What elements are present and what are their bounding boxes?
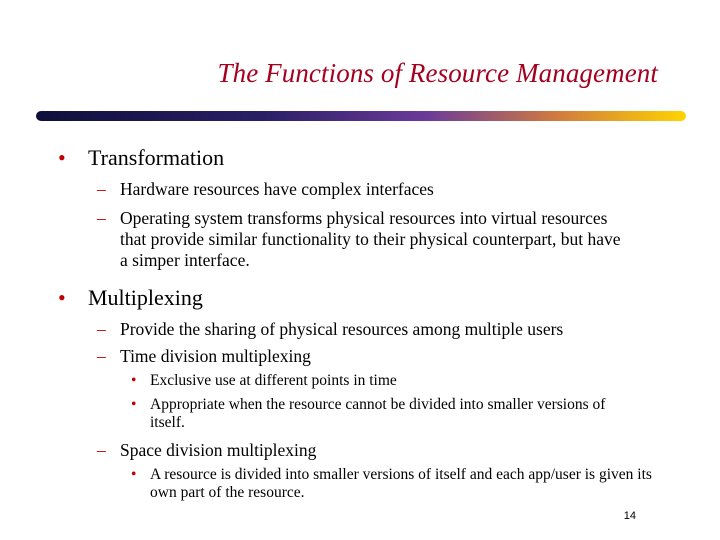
bullet-marker: • (131, 396, 137, 413)
subitem-text: Operating system transforms physical resources into virtual resources that provide similar functionality to their physical counterpart, but have a simper interface. (120, 208, 621, 270)
bullet-marker: • (58, 145, 66, 170)
dash-marker: – (97, 346, 106, 366)
slide-title: The Functions of Resource Management (217, 58, 658, 88)
subitem-text: Provide the sharing of physical resources among multiple users (120, 319, 564, 339)
sub-subitem-text: Exclusive use at different points in time (150, 372, 397, 389)
subitem (97, 179, 617, 200)
sub-subitem (131, 466, 653, 502)
bullet-text: Multiplexing (88, 285, 203, 310)
subitem (97, 319, 667, 340)
dash-marker: – (97, 179, 106, 199)
bullet-text: Transformation (88, 145, 225, 170)
subitem-text: Time division multiplexing (120, 346, 311, 366)
subitem (97, 208, 629, 271)
sub-subitem-text: Appropriate when the resource cannot be divided into smaller versions of itself. (150, 396, 606, 431)
subitem-text: Space division multiplexing (120, 440, 317, 460)
title-underline-rule (36, 110, 686, 122)
subitem (97, 346, 617, 367)
subitem (97, 440, 617, 461)
sub-subitem (131, 396, 631, 432)
bullet-marker: • (58, 285, 66, 310)
dash-marker: – (97, 208, 106, 228)
sub-subitem (131, 372, 631, 390)
dash-marker: – (97, 319, 106, 339)
dash-marker: – (97, 440, 106, 460)
sub-subitem-text: A resource is divided into smaller versions of itself and each app/user is given its own part of the resource. (150, 466, 652, 501)
subitem-text: Hardware resources have complex interfaces (120, 179, 434, 199)
page-number: 14 (623, 510, 636, 522)
bullet-marker: • (131, 466, 137, 483)
bullet-marker: • (131, 372, 137, 389)
